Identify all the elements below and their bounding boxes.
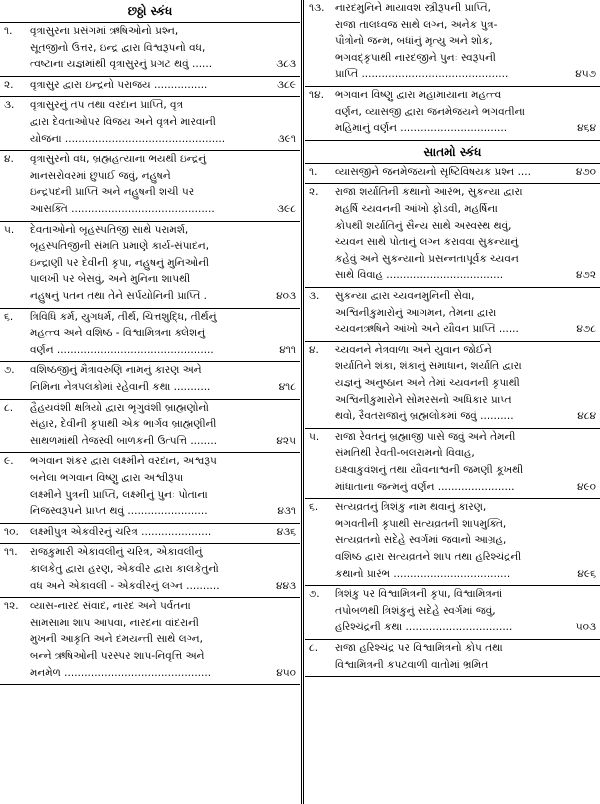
entry-text xyxy=(30,97,296,147)
entry-text xyxy=(30,400,296,450)
entry-line: સત્યવ્રતનો સદેહે સ્વર્ગમાં જવાનો આગ્રહ, xyxy=(335,534,507,547)
entry-line: ચ્યવનઋષિને આંખો અને યૌવન પ્રાપ્તિ ...... xyxy=(335,323,519,336)
entry-line: વૃત્રાસુર દ્વારા ઇન્દ્રનો પરાજય ................ xyxy=(30,78,208,91)
toc-entry xyxy=(0,453,300,523)
entry-line: રાજા રેવતનું બ્રહ્માજી પાસે જવું અને તેમની xyxy=(335,430,516,443)
entry-line: યજ્ઞનું અનુષ્ઠાન અને તેમાં ચ્યવનની કૃપાથી xyxy=(335,376,520,389)
entry-line: પૌત્રોનો જન્મ, બધાંનું મૃત્યુ અને શોક, xyxy=(335,35,493,48)
entry-line: વર્ણન, વ્યાસજી દ્વારા જનમેજયને ભગવતીના xyxy=(335,105,525,118)
entry-line: હરિશ્ચંદ્રની કથા ................................ xyxy=(335,621,513,634)
entry-line: વૃત્રાસુરના પ્રસંગમાં ઋષિઓનો પ્રશ્ન, xyxy=(30,25,179,37)
toc-entry xyxy=(305,499,600,586)
entry-line: સામસામા શાપ આપવા, નારદના વાંદરાની xyxy=(30,616,199,629)
entry-line: મહર્ષિ ચ્યવનની આંખો ફોડવી, મહર્ષિના xyxy=(335,202,498,215)
entry-line: નહુષનું પતન તથા તેને સર્પયોનિની પ્રાપ્તિ . xyxy=(30,289,207,302)
entry-text xyxy=(30,362,296,395)
entry-page-number: ૪૬૪ xyxy=(575,120,596,137)
entry-line: વૃત્રાસુરનો વધ, બ્રહ્મહત્યાના ભયથી ઇન્દ્રનું xyxy=(30,153,207,166)
entry-text xyxy=(30,77,296,94)
entry-line: કાલકેતુ દ્વારા હરણ, એકવીર દ્વારા કાલકેતુનો xyxy=(30,562,219,575)
entry-line: કહેવું અને સુકન્યાનો પ્રસન્નતાપૂર્વક ચ્યવન xyxy=(335,252,519,265)
entry-line: નિમિના નેત્રપલકોમાં રહેવાની કથા ........... xyxy=(30,380,211,393)
entry-page-number: ૪૧૮ xyxy=(277,379,296,396)
toc-entry xyxy=(305,87,600,141)
entry-line: રાજા હરિશ્ચંદ્ર પર વિશ્વામિત્રનો કોપ તથા xyxy=(335,641,503,654)
entry-line: પાલખી પર બેસવું, અને મુનિના શાપથી xyxy=(30,273,191,286)
entry-text xyxy=(30,524,296,541)
entry-line: વ્યાસ-નારદ સંવાદ, નારદ અને પર્વતના xyxy=(30,600,191,613)
entry-line: હૈહયવંશી ક્ષત્રિયો દ્વારા ભૃગુવંશી બ્રાહ્મણોનો xyxy=(30,401,209,414)
right-top-entries xyxy=(305,0,600,141)
entry-text xyxy=(30,151,296,217)
right-entries xyxy=(305,164,600,677)
toc-entry xyxy=(0,23,300,77)
toc-entry xyxy=(305,640,600,677)
toc-entry xyxy=(305,164,600,185)
entry-line: સાથળમાંથી તેજસ્વી બાળકની ઉત્પત્તિ ........ xyxy=(30,434,218,447)
entry-number: ૧૧. xyxy=(4,546,18,559)
entry-line: વશિષ્ઠજીનું મૈત્રાવરુણિ નામનું કારણ અને xyxy=(30,364,202,377)
entry-line: આસક્તિ ........................................... xyxy=(30,202,215,215)
toc-entry xyxy=(0,222,300,309)
entry-number: ૧. xyxy=(309,165,318,178)
toc-entry xyxy=(305,586,600,640)
entry-line: મહિમાનું વર્ણન ................................ xyxy=(335,122,508,135)
entry-line: દ્વારા દેવતાઓપર વિજય અને વૃત્રને મારવાની xyxy=(30,115,216,128)
entry-page-number: ૪૩૧ xyxy=(275,503,296,520)
entry-line: ત્વષ્ટાના યજ્ઞમાંથી વૃત્રાસુરનું પ્રગટ થવું ...... xyxy=(30,58,213,71)
entry-line: પ્રાપ્તિ ............................................ xyxy=(335,68,509,81)
toc-entry xyxy=(0,151,300,221)
entry-text xyxy=(335,342,596,425)
entry-line: ભગવદ્કૃપાથી નારદજીને પુનઃ સ્વરૂપની xyxy=(335,51,496,64)
entry-page-number: ૪૪૩ xyxy=(274,578,296,595)
entry-line: ચ્યવનને નેત્રવાળા અને યુવાન જોઈને xyxy=(335,343,492,356)
entry-number: ૧૨. xyxy=(4,600,19,613)
entry-line: ભગવતીની કૃપાથી સત્યવ્રતની શાપમુક્તિ, xyxy=(335,517,507,530)
entry-line: વ્યાસજીને જનમેજયનો સૃષ્ટિવિષયક પ્રશ્ન .... xyxy=(335,165,531,178)
entry-number: ૬. xyxy=(4,310,14,323)
entry-line: મનમેળ ............................................ xyxy=(30,666,212,679)
entry-line: બન્ને ઋષિઓની પરસ્પર શાપ-નિવૃત્તિ અને xyxy=(30,649,205,662)
entry-text xyxy=(335,499,596,582)
entry-page-number: ૪૦૩ xyxy=(274,288,296,305)
entry-number: ૭. xyxy=(4,364,15,377)
toc-entry xyxy=(305,342,600,429)
entry-line: નિજસ્વરૂપને પ્રાપ્ત થવું ........................ xyxy=(30,505,208,518)
entry-line: વર્ણન ............................................... xyxy=(30,343,214,356)
entry-page-number: ૫૦૩ xyxy=(574,619,596,636)
entry-number: ૪. xyxy=(309,343,319,356)
entry-page-number: ૪૧૧ xyxy=(277,342,296,359)
section-header-sixth-skandha: છઠ્ઠો સ્કંધ xyxy=(0,0,300,23)
entry-page-number: ૪૭૮ xyxy=(574,321,596,338)
toc-entry xyxy=(305,0,600,87)
entry-page-number: ૪૩૬ xyxy=(275,524,296,541)
entry-text xyxy=(335,164,596,181)
entry-line: ભગવાન શંકર દ્વારા લક્ષ્મીને વરદાન, અશ્વરૂપ xyxy=(30,455,217,468)
entry-line: ત્રિવિધિ કર્મ, યુગધર્મ, તીર્થ, ચિત્તશુદ્ધિ, તીર્થનું xyxy=(30,310,217,323)
entry-page-number: ૪૯૬ xyxy=(575,566,596,583)
entry-page-number: ૪૭૦ xyxy=(574,164,596,181)
entry-line: સંહાર, દેવીની કૃપાથી એક ભાર્ગવ બ્રાહ્મણીની xyxy=(30,418,217,431)
entry-number: ૪. xyxy=(4,153,14,166)
toc-entry xyxy=(305,429,600,499)
entry-line: બનેલા ભગવાન વિષ્ણુ દ્વારા અશ્વીરૂપા xyxy=(30,471,184,484)
entry-page-number: ૪૫૦ xyxy=(274,665,296,682)
entry-line: ઇન્દ્રપદની પ્રાપ્તિ અને નહુષની શચી પર xyxy=(30,186,195,199)
entry-text xyxy=(30,23,296,73)
toc-entry xyxy=(0,598,300,685)
entry-number: ૧૩. xyxy=(309,2,325,14)
left-entries xyxy=(0,23,300,685)
toc-entry xyxy=(305,288,600,342)
entry-text xyxy=(30,309,296,359)
entry-page-number: ૪૫૭ xyxy=(573,66,596,83)
entry-text xyxy=(335,288,596,338)
entry-number: ૨. xyxy=(309,186,319,199)
entry-text xyxy=(335,429,596,495)
entry-line: લક્ષ્મીપુત્ર એકવીરનું ચરિત્ર ..................... xyxy=(30,525,212,538)
entry-line: ઇક્ષ્વાકુવંશનું તથા યૌવનાશ્વની જમણી કૂખથી xyxy=(335,463,524,476)
entry-text xyxy=(335,0,596,83)
toc-entry xyxy=(0,77,300,98)
entry-line: માંધાતાના જન્મનું વર્ણન ....................... xyxy=(335,480,515,493)
entry-line: દેવતાઓનો બૃહસ્પતિજી સાથે પરામર્શ, xyxy=(30,223,189,236)
entry-number: ૬. xyxy=(309,501,319,514)
entry-line: અશ્વિનીકુમારોનું આગમન, તેમના દ્વારા xyxy=(335,306,497,319)
toc-entry xyxy=(0,309,300,363)
entry-line: લક્ષ્મીને પુત્રની પ્રાપ્તિ, લક્ષ્મીનું પુનઃ પોતાના xyxy=(30,488,208,501)
entry-line: યોજના ................................................ xyxy=(30,132,226,145)
entry-text xyxy=(335,184,596,284)
entry-line: શર્યાતિને શંકા, શંકાનું સમાધાન, શર્યાતિ દ્વારા xyxy=(335,360,522,373)
entry-text xyxy=(335,87,596,137)
entry-line: અશ્વિનીકુમારોને સોમરસનો અધિકાર પ્રાપ્ત xyxy=(335,393,512,406)
entry-page-number: ૩૮૩ xyxy=(274,56,296,73)
entry-text xyxy=(30,598,296,681)
entry-text xyxy=(30,453,296,519)
entry-number: ૧૪. xyxy=(309,89,324,101)
entry-line: સાથે વિવાહ ................................... xyxy=(335,269,504,282)
entry-number: ૫. xyxy=(4,223,15,236)
entry-text xyxy=(335,586,596,636)
section-header-seventh-skandha: સાતમો સ્કંધ xyxy=(305,141,600,164)
entry-line: તપોબળથી ત્રિશંકુનું સદેહે સ્વર્ગમાં જવું, xyxy=(335,604,496,617)
entry-page-number: ૩૯૧ xyxy=(276,131,296,148)
column-divider xyxy=(301,0,304,804)
entry-line: ચ્યવન સાથે પોતાનું લગ્ન કરાવવા સુકન્યાનું xyxy=(335,236,519,249)
toc-entry xyxy=(0,97,300,151)
entry-number: ૫. xyxy=(309,430,320,443)
entry-line: કોપથી શર્યાતિનું સૈન્ય સાથે અસ્વસ્થ થવું, xyxy=(335,219,512,232)
entry-line: સૂતજીનો ઉત્તર, ઇન્દ્ર દ્વારા વિશ્વરૂપનો વધ, xyxy=(30,41,206,54)
entry-text xyxy=(335,640,596,673)
entry-line: વધ અને એકાવલી - એકવીરનું લગ્ન .......... xyxy=(30,579,220,592)
entry-page-number: ૪૮૪ xyxy=(575,408,596,425)
entry-line: રાજા તાલધ્વજ સાથે લગ્ન, અનેક પુત્ર- xyxy=(335,18,498,31)
entry-number: ૮. xyxy=(309,641,319,654)
entry-line: સુકન્યા દ્વારા ચ્યવનમુનિની સેવા, xyxy=(335,289,475,302)
entry-page-number: ૪૨૫ xyxy=(274,433,296,450)
entry-number: ૨. xyxy=(4,78,14,91)
entry-line: કથાનો પ્રારંભ ................................... xyxy=(335,567,511,580)
entry-page-number: ૩૯૮ xyxy=(275,201,296,218)
entry-line: સત્યવ્રતનું ત્રિશંકુ નામ થવાનું કારણ, xyxy=(335,501,487,514)
entry-text xyxy=(30,222,296,305)
entry-number: ૭. xyxy=(309,588,320,601)
entry-page-number: ૩૮૯ xyxy=(275,77,296,94)
entry-line: મહત્ત્વ અને વશિષ્ઠ - વિશ્વામિત્રના ક્લેશનું xyxy=(30,327,206,340)
entry-line: બૃહસ્પતિજીની સંમતિ પ્રમાણે કાર્ય-સંપાદન, xyxy=(30,240,210,253)
entry-line: થવો, રૈવતરાજાનું બ્રહ્મલોકમાં જવું .......... xyxy=(335,410,514,423)
entry-line: રાજા શર્યાતિની કથાનો આરંભ, સુકન્યા દ્વારા xyxy=(335,186,523,199)
entry-line: વૃત્રાસુરનું તપ તથા વરદાન પ્રાપ્તિ, વૃત્ર xyxy=(30,99,184,112)
entry-line: ભગવાન વિષ્ણુ દ્વારા મહામાયાના મહત્ત્વ xyxy=(335,89,502,101)
entry-line: વિશ્વામિત્રની કપટવાળી વાતોમાં ભ્રમિત xyxy=(335,658,489,671)
entry-page-number: ૪૯૦ xyxy=(575,479,596,496)
entry-line: રાજકુમારી એકાવલીનું ચરિત્ર, એકાવલીનું xyxy=(30,546,203,559)
entry-number: ૩. xyxy=(309,289,320,302)
toc-entry xyxy=(305,184,600,288)
right-column xyxy=(305,0,600,804)
toc-entry xyxy=(0,362,300,399)
entry-line: મુખની આકૃતિ અને દમયન્તી સાથે લગ્ન, xyxy=(30,633,203,646)
entry-text xyxy=(30,544,296,594)
toc-entry xyxy=(0,544,300,598)
entry-line: ત્રિશંકુ પર વિશ્વામિત્રની કૃપા, વિશ્વામિત્રનાં xyxy=(335,588,503,601)
toc-entry xyxy=(0,524,300,545)
entry-number: ૧. xyxy=(4,25,13,37)
entry-number: ૮. xyxy=(4,401,14,414)
entry-number: ૧૦. xyxy=(4,525,19,538)
entry-page-number: ૪૭૨ xyxy=(574,267,596,284)
entry-number: ૩. xyxy=(4,99,15,112)
entry-line: વશિષ્ઠ દ્વારા સત્યવ્રતને શાપ તથા હરિશ્ચંદ્રની xyxy=(335,550,522,563)
entry-line: સંમતિથી રેવતી-બલરામનો વિવાહ, xyxy=(335,447,475,460)
toc-entry xyxy=(0,400,300,454)
entry-line: ઇન્દ્રાણી પર દેવીની કૃપા, નહુષનું મુનિઓની xyxy=(30,256,210,269)
entry-number: ૯. xyxy=(4,455,14,468)
entry-line: માનસરોવરમાં છુપાઈ જવું, નહુષને xyxy=(30,169,171,182)
entry-line: નારદમુનિને માયાવશ સ્ત્રીરૂપની પ્રાપ્તિ, xyxy=(335,2,491,14)
